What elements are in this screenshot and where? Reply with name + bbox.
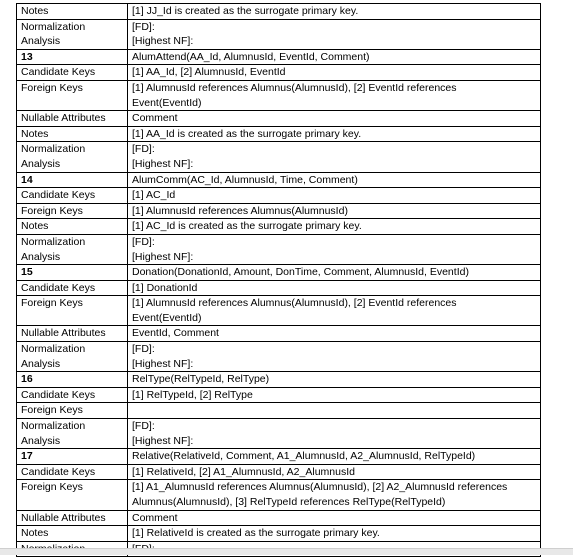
table-row bbox=[17, 296, 541, 326]
row-value-cell[interactable] bbox=[128, 342, 541, 372]
table-section-header bbox=[17, 449, 541, 465]
row-label: Notes bbox=[21, 127, 49, 140]
row-label: 16 bbox=[21, 373, 33, 386]
row-value: [1] JJ_Id is created as the surrogate primary key. bbox=[132, 5, 359, 17]
row-label: Nullable Attributes bbox=[21, 327, 106, 340]
schema-table bbox=[16, 3, 541, 557]
row-value-cell[interactable] bbox=[128, 403, 541, 419]
row-value: [1] AlumnusId references Alumnus(AlumnusId), [2] EventId references Event(EventId) bbox=[132, 81, 457, 109]
row-label: Candidate Keys bbox=[21, 465, 96, 478]
row-label-cell[interactable] bbox=[17, 464, 128, 480]
row-label-cell[interactable] bbox=[17, 65, 128, 81]
table-row bbox=[17, 387, 541, 403]
row-value: [FD]: [Highest NF]: bbox=[132, 235, 194, 263]
table-row bbox=[17, 403, 541, 419]
row-value-cell[interactable] bbox=[128, 372, 541, 388]
row-label-cell[interactable] bbox=[17, 188, 128, 204]
row-label: Candidate Keys bbox=[21, 189, 96, 202]
row-label: Nullable Attributes bbox=[21, 511, 106, 524]
row-value: [1] A1_AlumnusId references Alumnus(AlumnusId), [2] A2_AlumnusId references Alumnus(AlumnusId), [3] RelTypeId references RelType(RelTypeId) bbox=[132, 481, 508, 508]
row-label: Notes bbox=[21, 220, 49, 233]
row-label: Normalization Analysis bbox=[21, 143, 86, 170]
table-row bbox=[17, 188, 541, 204]
row-value-cell[interactable] bbox=[128, 219, 541, 235]
row-value-cell[interactable] bbox=[128, 172, 541, 188]
row-label: Foreign Keys bbox=[21, 404, 83, 417]
table-row bbox=[17, 280, 541, 296]
table-row bbox=[17, 126, 541, 142]
table-row bbox=[17, 510, 541, 526]
row-value-cell[interactable] bbox=[128, 234, 541, 264]
row-label-cell[interactable] bbox=[17, 280, 128, 296]
row-value: [1] AA_Id is created as the surrogate primary key. bbox=[132, 127, 362, 140]
table-row bbox=[17, 219, 541, 235]
table-section-header bbox=[17, 172, 541, 188]
row-label: Candidate Keys bbox=[21, 66, 96, 79]
row-label-cell[interactable] bbox=[17, 342, 128, 372]
row-label-cell[interactable] bbox=[17, 296, 128, 326]
row-value: [FD]: [Highest NF]: bbox=[132, 143, 194, 170]
row-value-cell[interactable] bbox=[128, 19, 541, 49]
row-value-cell[interactable] bbox=[128, 510, 541, 526]
row-value-cell[interactable] bbox=[128, 111, 541, 127]
row-value-cell[interactable] bbox=[128, 49, 541, 65]
row-value: [1] RelativeId, [2] A1_AlumnusId, A2_AlumnusId bbox=[132, 465, 355, 478]
table-row bbox=[17, 142, 541, 172]
row-label-cell[interactable] bbox=[17, 265, 128, 281]
table-row bbox=[17, 464, 541, 480]
row-value: Donation(DonationId, Amount, DonTime, Comment, AlumnusId, EventId) bbox=[132, 266, 469, 279]
row-value: AlumAttend(AA_Id, AlumnusId, EventId, Comment) bbox=[132, 50, 370, 63]
table-row bbox=[17, 326, 541, 342]
row-value-cell[interactable] bbox=[128, 387, 541, 403]
row-label-cell[interactable] bbox=[17, 219, 128, 235]
row-label-cell[interactable] bbox=[17, 510, 128, 526]
row-value: [1] DonationId bbox=[132, 281, 198, 294]
row-label-cell[interactable] bbox=[17, 172, 128, 188]
table-row bbox=[17, 526, 541, 542]
row-label: Normalization Analysis bbox=[21, 20, 86, 48]
row-value: AlumComm(AC_Id, AlumnusId, Time, Comment) bbox=[132, 173, 358, 186]
row-value: Comment bbox=[132, 112, 178, 125]
row-value-cell[interactable] bbox=[128, 126, 541, 142]
table-row bbox=[17, 234, 541, 264]
table-row bbox=[17, 419, 541, 449]
table-row bbox=[17, 203, 541, 219]
row-value: [1] AC_Id is created as the surrogate primary key. bbox=[132, 220, 362, 233]
row-label-cell[interactable] bbox=[17, 234, 128, 264]
row-label-cell[interactable] bbox=[17, 80, 128, 110]
row-value-cell[interactable] bbox=[128, 4, 541, 20]
row-value-cell[interactable] bbox=[128, 326, 541, 342]
row-label: Normalization Analysis bbox=[21, 235, 86, 263]
row-label-cell[interactable] bbox=[17, 419, 128, 449]
table-row bbox=[17, 65, 541, 81]
row-value: RelType(RelTypeId, RelType) bbox=[132, 373, 270, 386]
row-label: Candidate Keys bbox=[21, 388, 96, 401]
row-label-cell[interactable] bbox=[17, 387, 128, 403]
row-label-cell[interactable] bbox=[17, 49, 128, 65]
row-label-cell[interactable] bbox=[17, 19, 128, 49]
row-value: EventId, Comment bbox=[132, 327, 219, 340]
table-row bbox=[17, 480, 541, 510]
row-value-cell[interactable] bbox=[128, 449, 541, 465]
row-label-cell[interactable] bbox=[17, 126, 128, 142]
table-row bbox=[17, 19, 541, 49]
row-value: Comment bbox=[132, 511, 178, 524]
row-label: Foreign Keys bbox=[21, 481, 83, 494]
row-label-cell[interactable] bbox=[17, 142, 128, 172]
row-value-cell[interactable] bbox=[128, 142, 541, 172]
row-value: [1] AlumnusId references Alumnus(AlumnusId), [2] EventId references Event(EventId) bbox=[132, 297, 457, 324]
row-value-cell[interactable] bbox=[128, 280, 541, 296]
row-value: [1] AlumnusId references Alumnus(AlumnusId) bbox=[132, 204, 348, 217]
table-row bbox=[17, 342, 541, 372]
row-label: Foreign Keys bbox=[21, 204, 83, 217]
row-value: [FD]: [Highest NF]: bbox=[132, 420, 194, 447]
row-value-cell[interactable] bbox=[128, 480, 541, 510]
row-label-cell[interactable] bbox=[17, 526, 128, 542]
row-value: [1] RelTypeId, [2] RelType bbox=[132, 388, 253, 401]
row-label: Notes bbox=[21, 5, 49, 17]
row-value: [FD]: [Highest NF]: bbox=[132, 343, 194, 370]
table-row bbox=[17, 4, 541, 20]
row-label-cell[interactable] bbox=[17, 449, 128, 465]
table-row bbox=[17, 111, 541, 127]
table-section-header bbox=[17, 49, 541, 65]
row-value: [1] AA_Id, [2] AlumnusId, EventId bbox=[132, 66, 286, 79]
row-label: 15 bbox=[21, 266, 33, 279]
row-label: Normalization Analysis bbox=[21, 420, 86, 447]
row-label-cell[interactable] bbox=[17, 480, 128, 510]
row-value: Relative(RelativeId, Comment, A1_AlumnusId, A2_AlumnusId, RelTypeId) bbox=[132, 450, 476, 463]
row-label: Candidate Keys bbox=[21, 281, 96, 294]
row-value-cell[interactable] bbox=[128, 188, 541, 204]
row-value: [1] AC_Id bbox=[132, 189, 176, 202]
row-value-cell[interactable] bbox=[128, 265, 541, 281]
row-value: [1] RelativeId is created as the surrogate primary key. bbox=[132, 527, 380, 540]
row-label: Notes bbox=[21, 527, 49, 540]
row-value-cell[interactable] bbox=[128, 464, 541, 480]
row-value-cell[interactable] bbox=[128, 526, 541, 542]
row-label: 17 bbox=[21, 450, 33, 463]
row-label: 13 bbox=[21, 50, 33, 63]
row-label: 14 bbox=[21, 173, 33, 186]
row-label-cell[interactable] bbox=[17, 326, 128, 342]
row-value: [FD]: [Highest NF]: bbox=[132, 20, 194, 48]
table-section-header bbox=[17, 372, 541, 388]
row-value-cell[interactable] bbox=[128, 296, 541, 326]
row-label: Nullable Attributes bbox=[21, 112, 106, 125]
table-section-header bbox=[17, 265, 541, 281]
row-value-cell[interactable] bbox=[128, 80, 541, 110]
row-value-cell[interactable] bbox=[128, 203, 541, 219]
row-label-cell[interactable] bbox=[17, 111, 128, 127]
row-value-cell[interactable] bbox=[128, 65, 541, 81]
table-row bbox=[17, 80, 541, 110]
row-label-cell[interactable] bbox=[17, 4, 128, 20]
row-label-cell[interactable] bbox=[17, 203, 128, 219]
row-label: Normalization Analysis bbox=[21, 343, 86, 370]
row-value-cell[interactable] bbox=[128, 419, 541, 449]
row-label-cell[interactable] bbox=[17, 403, 128, 419]
row-label-cell[interactable] bbox=[17, 372, 128, 388]
row-label: Foreign Keys bbox=[21, 81, 83, 94]
row-label: Foreign Keys bbox=[21, 297, 83, 310]
